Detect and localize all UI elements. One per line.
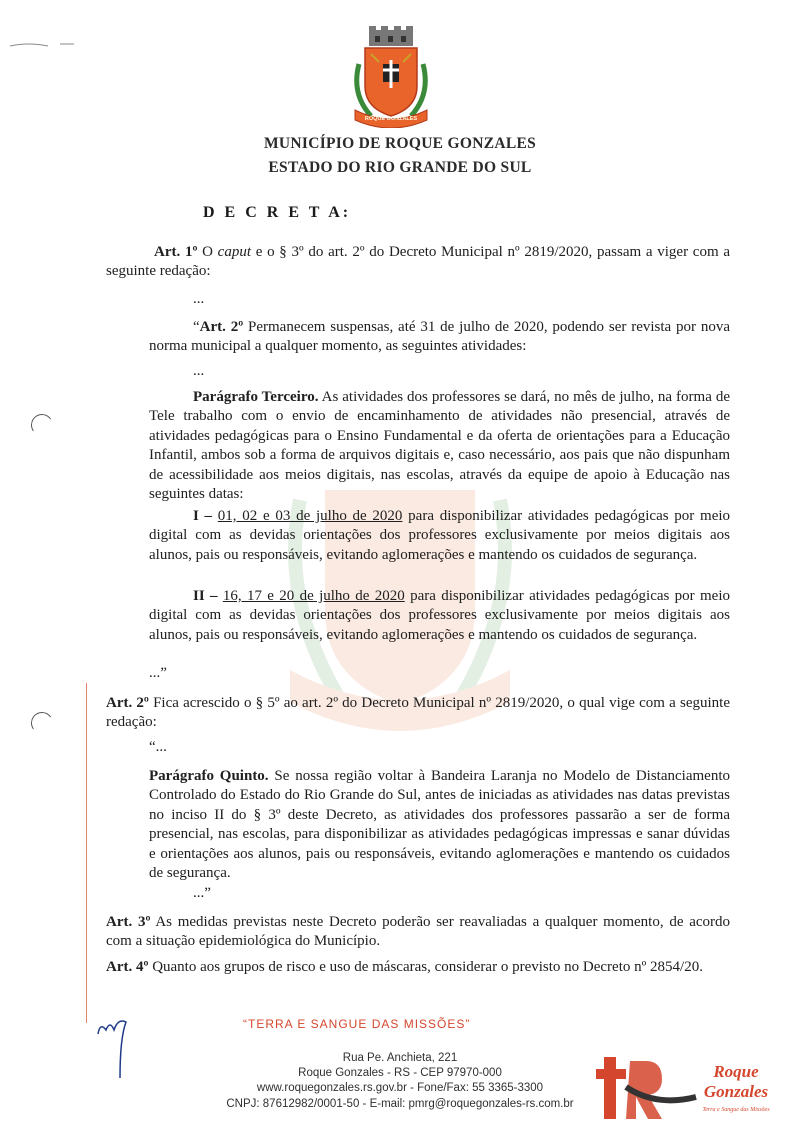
close-quote-1: ...”	[149, 665, 167, 681]
article-4-label: Art. 4º	[106, 959, 149, 975]
article-4	[106, 958, 730, 977]
paragraph-fifth-text: Se nossa região voltar à Bandeira Laranja no Modelo de Distanciamento Controlado do Estado do Rio Grande do Sul, antes de iniciadas as atividades nas datas previstas no inciso II do § 3º deste Decreto, as atividades dos professores passarão a ser de forma presencial, nas escolas, para disponibilizar as atividades pedagógicas impressas e sanar dúvidas e orientações aos alunos, pais ou responsáveis, evitando aglomerações e mantendo os cuidados de segurança.	[149, 768, 730, 882]
roque-gonzales-footer-logo	[596, 1047, 781, 1123]
footer-city: Roque Gonzales - RS - CEP 97970-000	[298, 1067, 502, 1079]
footer-logo-line1: Roque	[713, 1062, 759, 1081]
punch-hole-bottom	[29, 710, 54, 735]
inciso-1-label: I –	[193, 508, 213, 524]
paragraph-fifth-label: Parágrafo Quinto.	[149, 768, 269, 784]
coat-of-arms-emblem	[349, 24, 433, 128]
article-3-text: As medidas previstas neste Decreto poderão ser reavaliadas a qualquer momento, de acordo com a situação epidemiológica do Município.	[106, 914, 731, 950]
header-state: ESTADO DO RIO GRANDE DO SUL	[268, 159, 532, 176]
punch-hole-top	[29, 412, 54, 437]
article-1-text-a: O	[197, 244, 218, 260]
scan-mark	[8, 38, 78, 50]
quoted-article-2-label: Art. 2º	[199, 319, 244, 335]
header-municipality: MUNICÍPIO DE ROQUE GONZALES	[263, 135, 537, 152]
inciso-1-text: para disponibilizar atividades pedagógicas por meio digital com as devidas orientações dos professores exclusivamente por meios digitais aos alunos, pais ou responsáveis, evitando aglomerações e mantendo os cuidados de segurança.	[149, 508, 731, 563]
quoted-article-2	[149, 318, 730, 357]
open-quote-2: “...	[149, 739, 167, 755]
caput-term: caput	[217, 244, 251, 260]
article-3-label: Art. 3º	[106, 914, 151, 930]
paragraph-third	[149, 388, 730, 504]
inciso-1	[149, 507, 730, 565]
footer-cnpj-email: CNPJ: 87612982/0001-50 - E-mail: pmrg@roquegonzales-rs.com.br	[226, 1098, 574, 1110]
article-2-label: Art. 2º	[106, 695, 149, 711]
paragraph-third-label: Parágrafo Terceiro.	[193, 389, 319, 405]
article-1-text-b: e o § 3º do art. 2º do Decreto Municipal nº 2819/2020, passam a viger com a seguinte redação:	[106, 244, 730, 280]
inciso-1-dates: 01, 02 e 03 de julho de 2020	[217, 508, 403, 524]
article-2-text: Fica acrescido o § 5º ao art. 2º do Decreto Municipal nº 2819/2020, o qual vige com a seguinte redação:	[106, 695, 730, 731]
footer-logo-line2: Gonzales	[703, 1082, 769, 1101]
decreta-heading: D E C R E T A:	[203, 204, 352, 221]
article-3	[106, 913, 730, 952]
crest-banner-label: ROQUE GONZALES	[364, 116, 418, 122]
inciso-2-text: para disponibilizar atividades pedagógicas por meio digital com as devidas orientações dos professores exclusivamente por meios digitais aos alunos, pais ou responsáveis, evitando aglomerações e mantendo os cuidados de segurança.	[149, 588, 731, 643]
ellipsis-2: ...	[193, 363, 205, 379]
inciso-2-dates: 16, 17 e 20 de julho de 2020	[222, 588, 405, 604]
article-4-text: Quanto aos grupos de risco e uso de máscaras, considerar o previsto no Decreto nº 2854/20.	[148, 959, 703, 975]
footer-logo-tagline: Terra e Sangue das Missões	[702, 1107, 770, 1113]
footer-web-phone: www.roquegonzales.rs.gov.br - Fone/Fax: 55 3365-3300	[256, 1082, 544, 1094]
quoted-article-2-text: Permanecem suspensas, até 31 de julho de 2020, podendo ser revista por nova norma municipal a qualquer momento, as seguintes atividades:	[149, 319, 730, 355]
paragraph-third-text: As atividades dos professores se dará, no mês de julho, na forma de Tele trabalho com o envio de encaminhamento de atividades não presencial, através de atividades pedagógicas para o Ensino Fundamental e da oferta de orientações para a Educação Infantil, ambos sob a forma de arquivos digitais e, caso necessário, aos pais que não dispunham de acessibilidade aos meios digitais, nas escolas, através da equipe de apoio à Educação nas seguintes datas:	[149, 389, 730, 503]
inciso-2	[149, 587, 730, 645]
inciso-2-label: II –	[193, 588, 218, 604]
ellipsis-1: ...	[193, 291, 205, 307]
handwritten-initial-mark	[92, 1008, 132, 1080]
article-2	[106, 694, 730, 733]
quote-open: “	[193, 319, 200, 335]
paragraph-fifth	[149, 767, 730, 883]
article-1	[106, 243, 730, 282]
footer-address: Rua Pe. Anchieta, 221	[342, 1052, 458, 1064]
article-1-label: Art. 1º	[154, 244, 198, 260]
close-quote-2: ...”	[193, 885, 211, 901]
margin-rule	[86, 683, 87, 1023]
motto-text: “TERRA E SANGUE DAS MISSÕES”	[243, 1017, 471, 1031]
